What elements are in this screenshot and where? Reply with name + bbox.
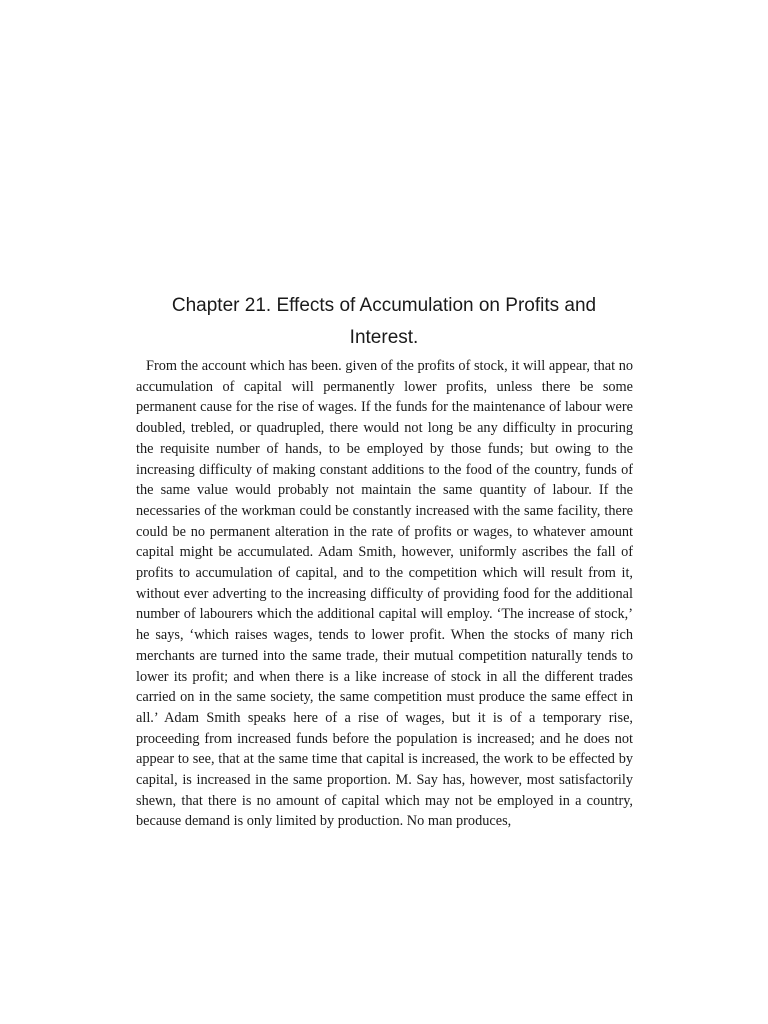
body-paragraph: From the account which has been. given of the profits of stock, it will appear, that no accumulation of capital will permanently lower profits, unless there be some permanent cause for the rise of wages. If the funds for the maintenance of labour were doubled, trebled, or quadrupled, there would not long be any difficulty in procuring the requisite number of hands, to be employed by those funds; but owing to the increasing difficulty of making constant additions to the food of the country, funds of the same value would probably not maintain the same quantity of labour. If the necessaries of the workman could be constantly increased with the same facility, there could be no permanent alteration in the rate of profits or wages, to whatever amount capital might be accumulated. Adam Smith, however, uniformly ascribes the fall of profits to accumulation of capital, and to the competition which will result from it, without ever adverting to the increasing difficulty of providing food for the additional number of labourers which the additional capital will employ. ‘The increase of stock,’ he says, ‘which raises wages, tends to lower profit. When the stocks of many rich merchants are turned into the same trade, their mutual competition naturally tends to lower its profit; and when there is a like increase of stock in all the different trades carried on in the same society, the same competition must produce the same effect in all.’ Adam Smith speaks here of a rise of wages, but it is of a temporary rise, proceeding from increased funds before the population is increased; and he does not appear to see, that at the same time that capital is increased, the work to be effected by capital, is increased in the same proportion. M. Say has, however, most satisfactorily shewn, that there is no amount of capital which may not be employed in a country, because demand is only limited by production. No man produces,	[136, 358, 633, 830]
chapter-title: Chapter 21. Effects of Accumulation on Profits and Interest.	[171, 295, 597, 348]
